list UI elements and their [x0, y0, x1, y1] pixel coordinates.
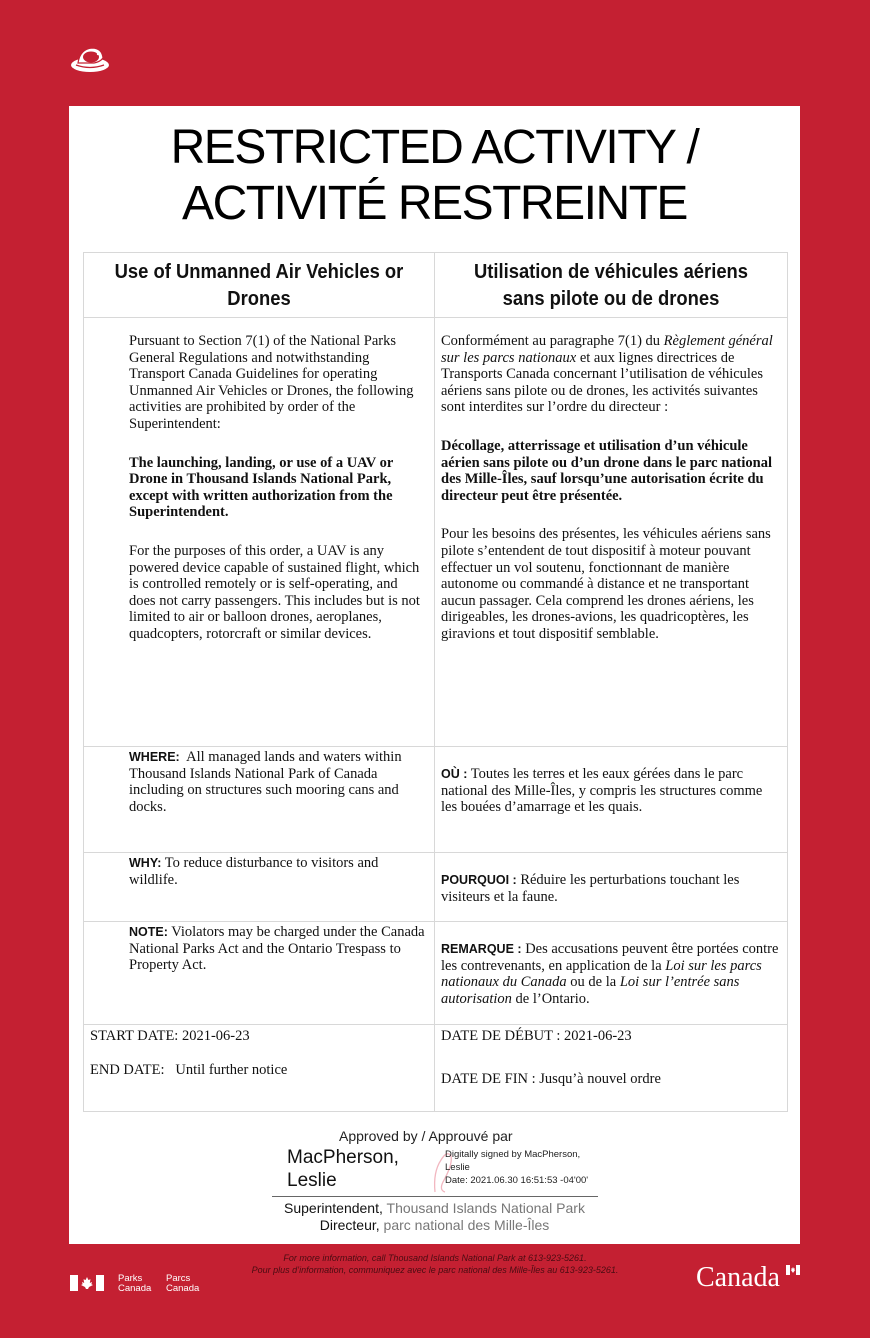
end-date-en — [90, 1062, 434, 1079]
dates-row — [84, 1025, 788, 1112]
signer-name-line2: Leslie — [287, 1170, 337, 1191]
header-en: Use of Unmanned Air Vehicles or Drones — [114, 261, 404, 310]
title-line-en: RESTRICTED ACTIVITY / — [170, 121, 699, 174]
where-fr-text: Toutes les terres et les eaux gérées dans le parc national des Mille-Îles, y compris les structures comme les bouées d’amarrage et les quais. — [441, 766, 763, 816]
definition-en: For the purposes of this order, a UAV is any powered device capable of sustained flight, which is controlled remotely or is self-operating, and does not carry passengers. This includes but is not limited to air or balloon drones, aeroplanes, quadcopters, rotorcraft or similar devices. — [129, 542, 420, 642]
role-fr — [69, 1217, 800, 1234]
note-en-label: NOTE: — [129, 925, 168, 939]
note-fr — [441, 941, 779, 1007]
why-en-label: WHY: — [129, 856, 162, 870]
start-date-fr — [441, 1028, 787, 1045]
why-fr-text: Réduire les perturbations touchant les visiteurs et la faune. — [441, 872, 740, 905]
note-fr-a: Des accusations peuvent être portées contre les contrevenants, en application de la — [441, 941, 779, 974]
where-en-cell — [84, 747, 435, 853]
page-title — [69, 120, 800, 232]
end-date-fr-label: DATE DE FIN : — [441, 1070, 536, 1087]
header-row — [84, 253, 788, 318]
start-date-fr-label: DATE DE DÉBUT : — [441, 1028, 561, 1044]
intro-en: Pursuant to Section 7(1) of the National Parks General Regulations and notwithstanding Transport Canada Guidelines for operating Unmanned Air Vehicles or Drones, the following activities are prohibited by order of the Superintendent: — [129, 333, 414, 432]
digital-signature-info — [445, 1148, 588, 1187]
role-en — [69, 1200, 800, 1217]
signed-date: Date: 2021.06.30 16:51:53 -04'00' — [445, 1175, 589, 1186]
notice-panel — [69, 106, 800, 1244]
where-en — [129, 749, 426, 815]
where-en-label: WHERE: — [129, 750, 180, 764]
prohibition-en: The launching, landing, or use of a UAV or Drone in Thousand Islands National Park, except with written authorization from the Superintendent. — [129, 454, 394, 521]
start-date-en — [90, 1028, 434, 1045]
where-row — [84, 747, 788, 853]
body-row — [84, 318, 788, 747]
end-date-en-value: Until further notice — [175, 1061, 288, 1078]
note-en-text: Violators may be charged under the Canada National Parks Act and the Ontario Trespass to Property Act. — [129, 924, 425, 974]
beaver-logo-icon — [70, 43, 110, 73]
why-fr-label: POURQUOI : — [441, 873, 517, 887]
role-en-title: Superintendent, — [284, 1200, 383, 1216]
note-row — [84, 922, 788, 1025]
where-fr-cell — [435, 747, 788, 853]
why-row — [84, 853, 788, 922]
intro-fr-regulation: Règlement général sur les parcs nationaux — [441, 333, 773, 366]
end-date-fr-value: Jusqu’à nouvel ordre — [539, 1070, 661, 1087]
header-en-cell — [84, 253, 435, 318]
role-fr-title: Directeur, — [319, 1217, 380, 1233]
approved-by-label: Approved by / Approuvé par — [339, 1128, 513, 1144]
parks-canada-en — [118, 1274, 151, 1294]
why-en-text: To reduce disturbance to visitors and wildlife. — [129, 855, 379, 888]
signed-by-line1: Digitally signed by MacPherson, — [445, 1149, 581, 1160]
where-fr-label: OÙ : — [441, 767, 468, 781]
end-date-en-label: END DATE: — [90, 1061, 165, 1078]
body-fr-cell — [435, 318, 788, 747]
canada-flag-icon — [70, 1275, 104, 1291]
signer-name-line1: MacPherson, — [287, 1147, 399, 1168]
parks-en-line2: Canada — [118, 1283, 152, 1294]
start-date-en-value: 2021-06-23 — [181, 1028, 250, 1044]
header-fr-cell — [435, 253, 788, 318]
where-en-text: All managed lands and waters within Thousand Islands National Park of Canada including on structures such mooring cans and docks. — [129, 749, 402, 815]
why-en — [129, 855, 426, 888]
intro-fr-a: Conformément au paragraphe 7(1) du — [441, 333, 664, 349]
note-fr-e: de l’Ontario. — [511, 990, 590, 1007]
intro-fr — [441, 333, 779, 416]
intro-fr-c: et aux lignes directrices de Transports Canada concernant l’utilisation de véhicules aériens sans pilote ou de drones, les activités suivantes sont interdites sur l’ordre du directeur : — [441, 349, 764, 416]
parks-en-line1: Parks — [118, 1273, 143, 1284]
canada-wordmark-flag-icon — [786, 1265, 800, 1275]
header-fr: Utilisation de véhicules aériens sans pilote ou de drones — [473, 261, 749, 310]
bilingual-table — [83, 252, 788, 1112]
note-fr-label: REMARQUE : — [441, 942, 522, 956]
note-en — [129, 924, 426, 974]
start-date-en-label: START DATE: — [90, 1028, 179, 1044]
end-date-fr — [441, 1071, 787, 1088]
start-date-fr-value: 2021-06-23 — [563, 1028, 632, 1044]
canada-wordmark: Canada — [696, 1262, 780, 1293]
dates-fr-cell — [435, 1025, 788, 1112]
title-line-fr: ACTIVITÉ RESTREINTE — [182, 177, 687, 230]
signature-line — [272, 1196, 598, 1197]
where-fr — [441, 766, 779, 816]
role-en-park: Thousand Islands National Park — [386, 1200, 585, 1216]
signed-by-line2: Leslie — [445, 1162, 470, 1173]
note-fr-parks-act: Loi sur les parcs nationaux du Canada — [441, 957, 762, 991]
parks-fr-line2: Canada — [166, 1283, 200, 1294]
contact-info-en: For more information, call Thousand Islands National Park at 613-923-5261. — [283, 1253, 587, 1263]
body-en-cell — [84, 318, 435, 747]
parks-fr-line1: Parcs — [166, 1273, 191, 1284]
definition-fr: Pour les besoins des présentes, les véhicules aériens sans pilote s’entendent de tout dispositif à moteur pouvant effectuer un vol soutenu, fonctionnant de manière autonome ou commandé à distance et ne transportant aucun passager. Cela comprend les drones aériens, les dirigeables, les drones-avions, les quadricoptères, les giravions et tout dispositif semblable. — [441, 526, 771, 642]
why-en-cell — [84, 853, 435, 922]
dates-en-cell — [84, 1025, 435, 1112]
contact-info-fr: Pour plus d’information, communiquez avec le parc national des Mille-Îles au 613-923-5261. — [251, 1265, 619, 1275]
note-fr-cell — [435, 922, 788, 1025]
note-fr-trespass-act: Loi sur l’entrée sans autorisation — [441, 974, 740, 1007]
parks-canada-fr — [166, 1274, 199, 1294]
role-fr-park: parc national des Mille-Îles — [383, 1217, 550, 1233]
signer-name — [287, 1146, 399, 1192]
note-fr-c: ou de la — [566, 974, 620, 991]
why-fr-cell — [435, 853, 788, 922]
prohibition-fr: Décollage, atterrissage et utilisation d’un véhicule aérien sans pilote ou d’un drone dans le parc national des Mille-Îles, sauf lorsqu’une autorisation écrite du directeur peut être présentée. — [441, 437, 773, 504]
note-en-cell — [84, 922, 435, 1025]
why-fr — [441, 872, 779, 905]
